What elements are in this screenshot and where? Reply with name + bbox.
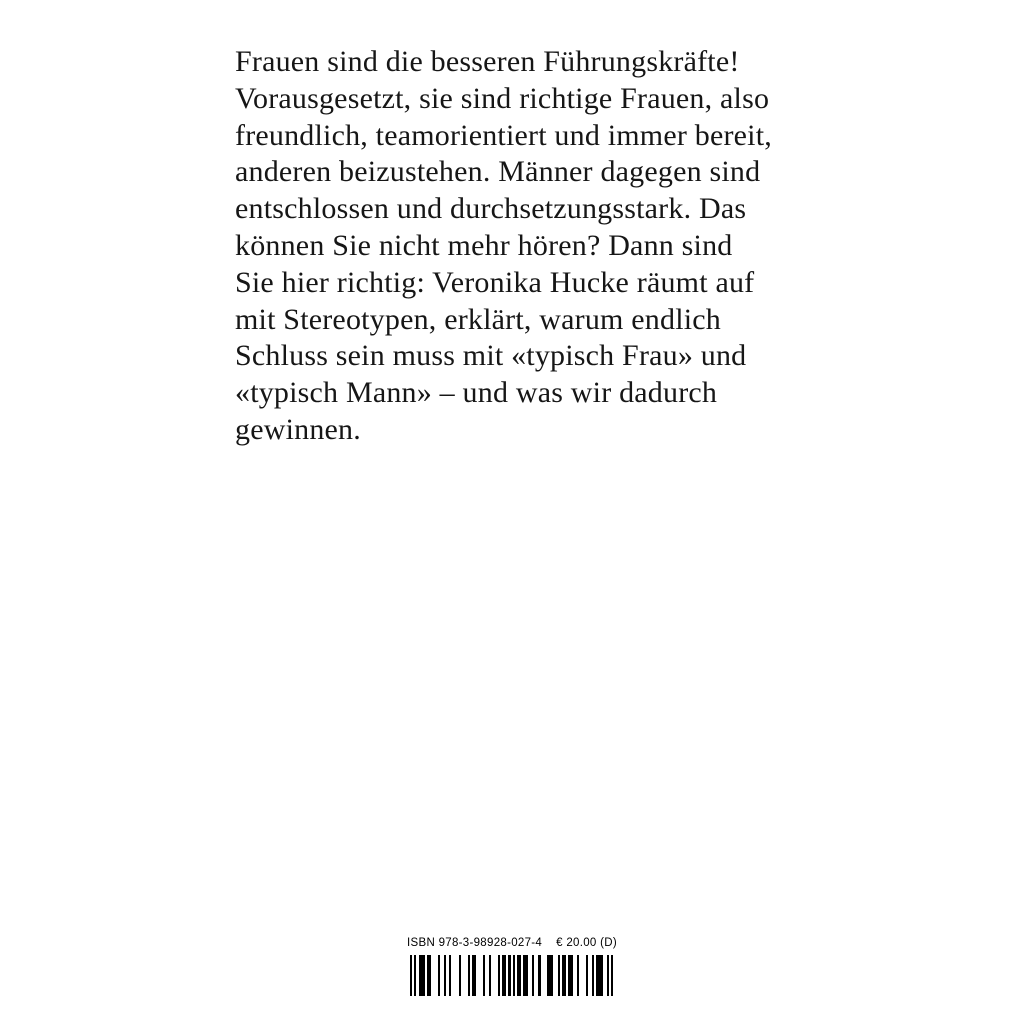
blurb-line: mit Stereotypen, erklärt, warum endlich [235,302,721,336]
blurb-line: Schluss sein muss mit «typisch Frau» und [235,339,747,373]
isbn-number: ISBN 978-3-98928-027-4 [407,937,543,949]
blurb-line: gewinnen. [235,412,361,446]
blurb-line: freundlich, teamorientiert und immer bereit, [235,118,772,152]
blurb-line: Sie hier richtig: Veronika Hucke räumt auf [235,265,755,299]
blurb-line: Vorausgesetzt, sie sind richtige Frauen, also [235,81,770,115]
barcode-ean13 [410,955,614,996]
blurb-line: Frauen sind die besseren Führungskräfte! [235,45,740,78]
price-label: € 20.00 (D) [556,937,617,949]
blurb-line: entschlossen und durchsetzungsstark. Das [235,192,747,226]
blurb-line: können Sie nicht mehr hören? Dann sind [235,228,733,262]
blurb-line: «typisch Mann» – und was wir dadurch [235,376,718,410]
isbn-footer [0,937,1024,996]
blurb-text [235,44,772,449]
isbn-line [407,937,617,949]
blurb-line: anderen beizustehen. Männer dagegen sind [235,155,761,189]
barcode-bar [611,955,613,996]
